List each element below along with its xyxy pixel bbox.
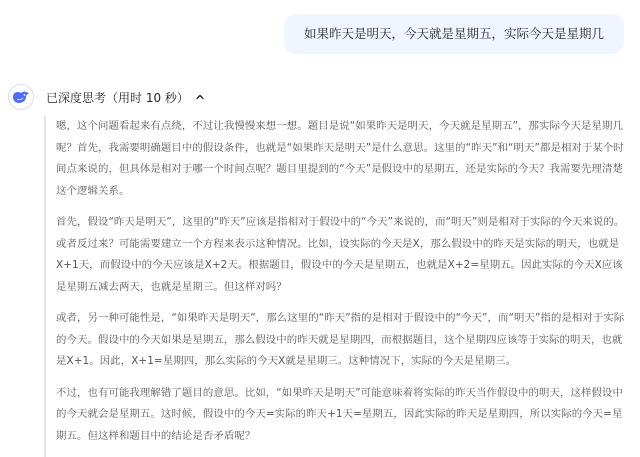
- reasoning-content: [44, 116, 626, 457]
- deep-thinking-toggle[interactable]: [46, 89, 205, 106]
- chevron-up-icon: [195, 92, 205, 102]
- reasoning-paragraph: 不过，也有可能我理解错了题目的意思。比如，“如果昨天是明天”可能意味着将实际的昨天当作假设中的明天，这样假设中的今天就会是星期五。这时候，假设中的今天=实际的昨天+1天=星期五，因此实际的昨天是星期四，所以实际的今天=星期五。但这样和题目中的结论是否矛盾呢？: [56, 386, 623, 442]
- user-message-bubble: 如果昨天是明天，今天就是星期五，实际今天是星期几: [284, 14, 624, 54]
- reasoning-paragraph: 首先，假设“昨天是明天”，这里的“昨天”应该是指相对于假设中的“今天”来说的，而“明天”则是相对于实际的今天来说的。或者反过来？可能需要建立一个方程来表示这种情况。比如，设实际的今天是X，那么假设中的昨天是实际的明天，也就是X+1天，而假设中的今天应该是X+2天。根据题目，假设中的今天是星期五，也就是X+2=星期五。因此实际的今天X应该是星期五减去两天，也就是星期三。但这样对吗？: [56, 216, 625, 293]
- reasoning-paragraph: 嗯，这个问题看起来有点绕，不过让我慢慢来想一想。题目是说“如果昨天是明天，今天就是星期五”，那实际今天是星期几呢？首先，我需要明确题目中的假设条件，也就是“如果昨天是明天”是什么意思。这里的“昨天”和“明天”都是相对于某个时间点来说的，但具体是相对于哪一个时间点呢？题目里提到的“今天”是假设中的星期五，还是实际的今天？我需要先理清楚这个逻辑关系。: [56, 120, 624, 197]
- deep-thinking-label: 已深度思考（用时 10 秒）: [46, 90, 189, 105]
- reasoning-header: [8, 84, 205, 110]
- deepseek-logo-icon: [8, 84, 34, 110]
- reasoning-paragraph: 或者，另一种可能性是，“如果昨天是明天”，那么这里的“昨天”指的是相对于假设中的“今天”，而“明天”指的是相对于实际的今天。假设中的今天如果是星期五，那么假设中的昨天就是星期四，而根据题目，这个星期四应该等于实际的明天，也就是X+1。因此，X+1=星期四，那么实际的今天X就是星期三。这种情况下，实际的今天是星期三。: [56, 312, 625, 367]
